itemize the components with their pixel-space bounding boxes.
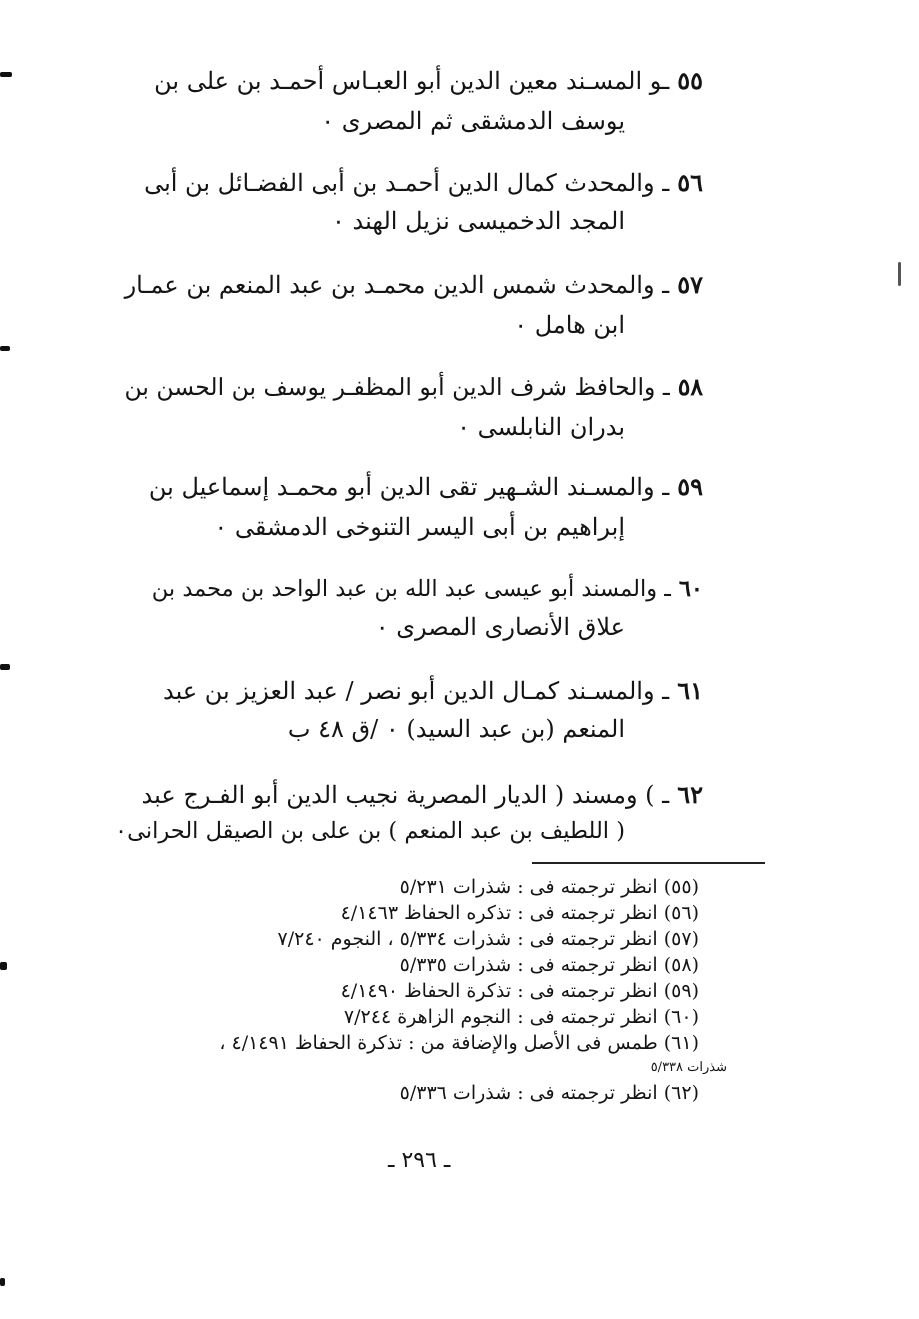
entry-line-2: علاق الأنصارى المصرى ٠ [375, 613, 625, 641]
entry-line-1: ـ والمسند أبو عيسى عبد الله بن عبد الواحد بن محمد بن [151, 576, 671, 602]
entry-number: ٥٩ [677, 472, 703, 501]
footnotes [139, 874, 727, 1106]
entry-number: ٥٥ [677, 66, 703, 95]
entry-58 [113, 370, 703, 450]
footnote-58: (٥٨) انظر ترجمته فى : شذرات ٥/٣٣٥ [399, 954, 699, 976]
scan-mark [0, 962, 7, 970]
entry-line-2: ( اللطيف بن عبد المنعم ) بن على بن الصيقل الحرانى٠ [115, 818, 625, 844]
entry-line-2: ابن هامل ٠ [514, 311, 625, 339]
entry-60 [143, 572, 703, 652]
entry-62 [113, 778, 703, 858]
entry-number: ٦٠ [678, 576, 703, 602]
footnote-62: (٦٢) انظر ترجمته فى : شذرات ٥/٣٣٦ [399, 1082, 699, 1104]
entry-59 [113, 470, 703, 550]
footnote-59: (٥٩) انظر ترجمته فى : تذكرة الحفاظ ٤/١٤٩٠ [340, 980, 699, 1002]
footnote-separator-rule [532, 862, 765, 864]
entry-line-2: بدران النابلسى ٠ [457, 413, 625, 441]
footnote-55: (٥٥) انظر ترجمته فى : شذرات ٥/٢٣١ [399, 876, 699, 898]
entry-55 [113, 64, 703, 144]
scan-mark [0, 1278, 5, 1286]
scan-mark [898, 262, 901, 286]
entry-line-2: المجد الدخميسى نزيل الهند ٠ [332, 207, 625, 235]
entry-56 [113, 166, 703, 246]
entry-number: ٥٦ [677, 168, 703, 197]
entry-number: ٥٨ [677, 373, 703, 401]
entry-line-1: ـ والمحدث كمال الدين أحمـد بن أبى الفضـائل بن أبى [144, 169, 670, 197]
entry-line-1: ـ والحافظ شرف الدين أبو المظفـر يوسف بن الحسن بن [124, 373, 670, 401]
entry-number: ٦٢ [677, 780, 703, 809]
entry-line-1: ـ ) ومسند ( الديار المصرية نجيب الدين أبو الفـرج عبد [141, 781, 670, 809]
entry-line-1: ـ والمسـند كمـال الدين أبو نصر / عبد العزيز بن عبد [163, 677, 670, 705]
entry-line-1: ـو المسـند معين الدين أبو العبـاس أحمـد بن على بن [154, 67, 670, 95]
entry-line-1: ـ والمحدث شمس الدين محمـد بن عبد المنعم بن عمـار [124, 271, 670, 299]
footnote-61-continuation: شذرات ٥/٣٣٨ [650, 1060, 727, 1075]
footnote-56: (٥٦) انظر ترجمته فى : تذكره الحفاظ ٤/١٤٦٣ [340, 902, 699, 924]
entry-line-2: المنعم (بن عبد السيد) ٠ /ق ٤٨ ب [287, 715, 625, 743]
entry-57 [113, 268, 703, 348]
scan-mark [0, 664, 10, 670]
entry-line-2: يوسف الدمشقى ثم المصرى ٠ [321, 107, 625, 135]
page-number: ـ ٢٩٦ ـ [388, 1148, 451, 1173]
entry-line-2: إبراهيم بن أبى اليسر التنوخى الدمشقى ٠ [214, 513, 625, 541]
scan-mark [0, 72, 12, 77]
entry-number: ٥٧ [677, 270, 703, 299]
footnote-57: (٥٧) انظر ترجمته فى : شذرات ٥/٣٣٤ ، النجوم ٧/٢٤٠ [277, 928, 699, 950]
entry-61 [113, 674, 703, 754]
scan-mark [0, 346, 10, 351]
footnote-61: (٦١) طمس فى الأصل والإضافة من : تذكرة الحفاظ ٤/١٤٩١ ، [219, 1032, 699, 1054]
entry-line-1: ـ والمسـند الشـهير تقى الدين أبو محمـد إسماعيل بن [148, 473, 670, 501]
entry-number: ٦١ [677, 676, 703, 705]
footnote-60: (٦٠) انظر ترجمته فى : النجوم الزاهرة ٧/٢٤٤ [343, 1006, 699, 1028]
